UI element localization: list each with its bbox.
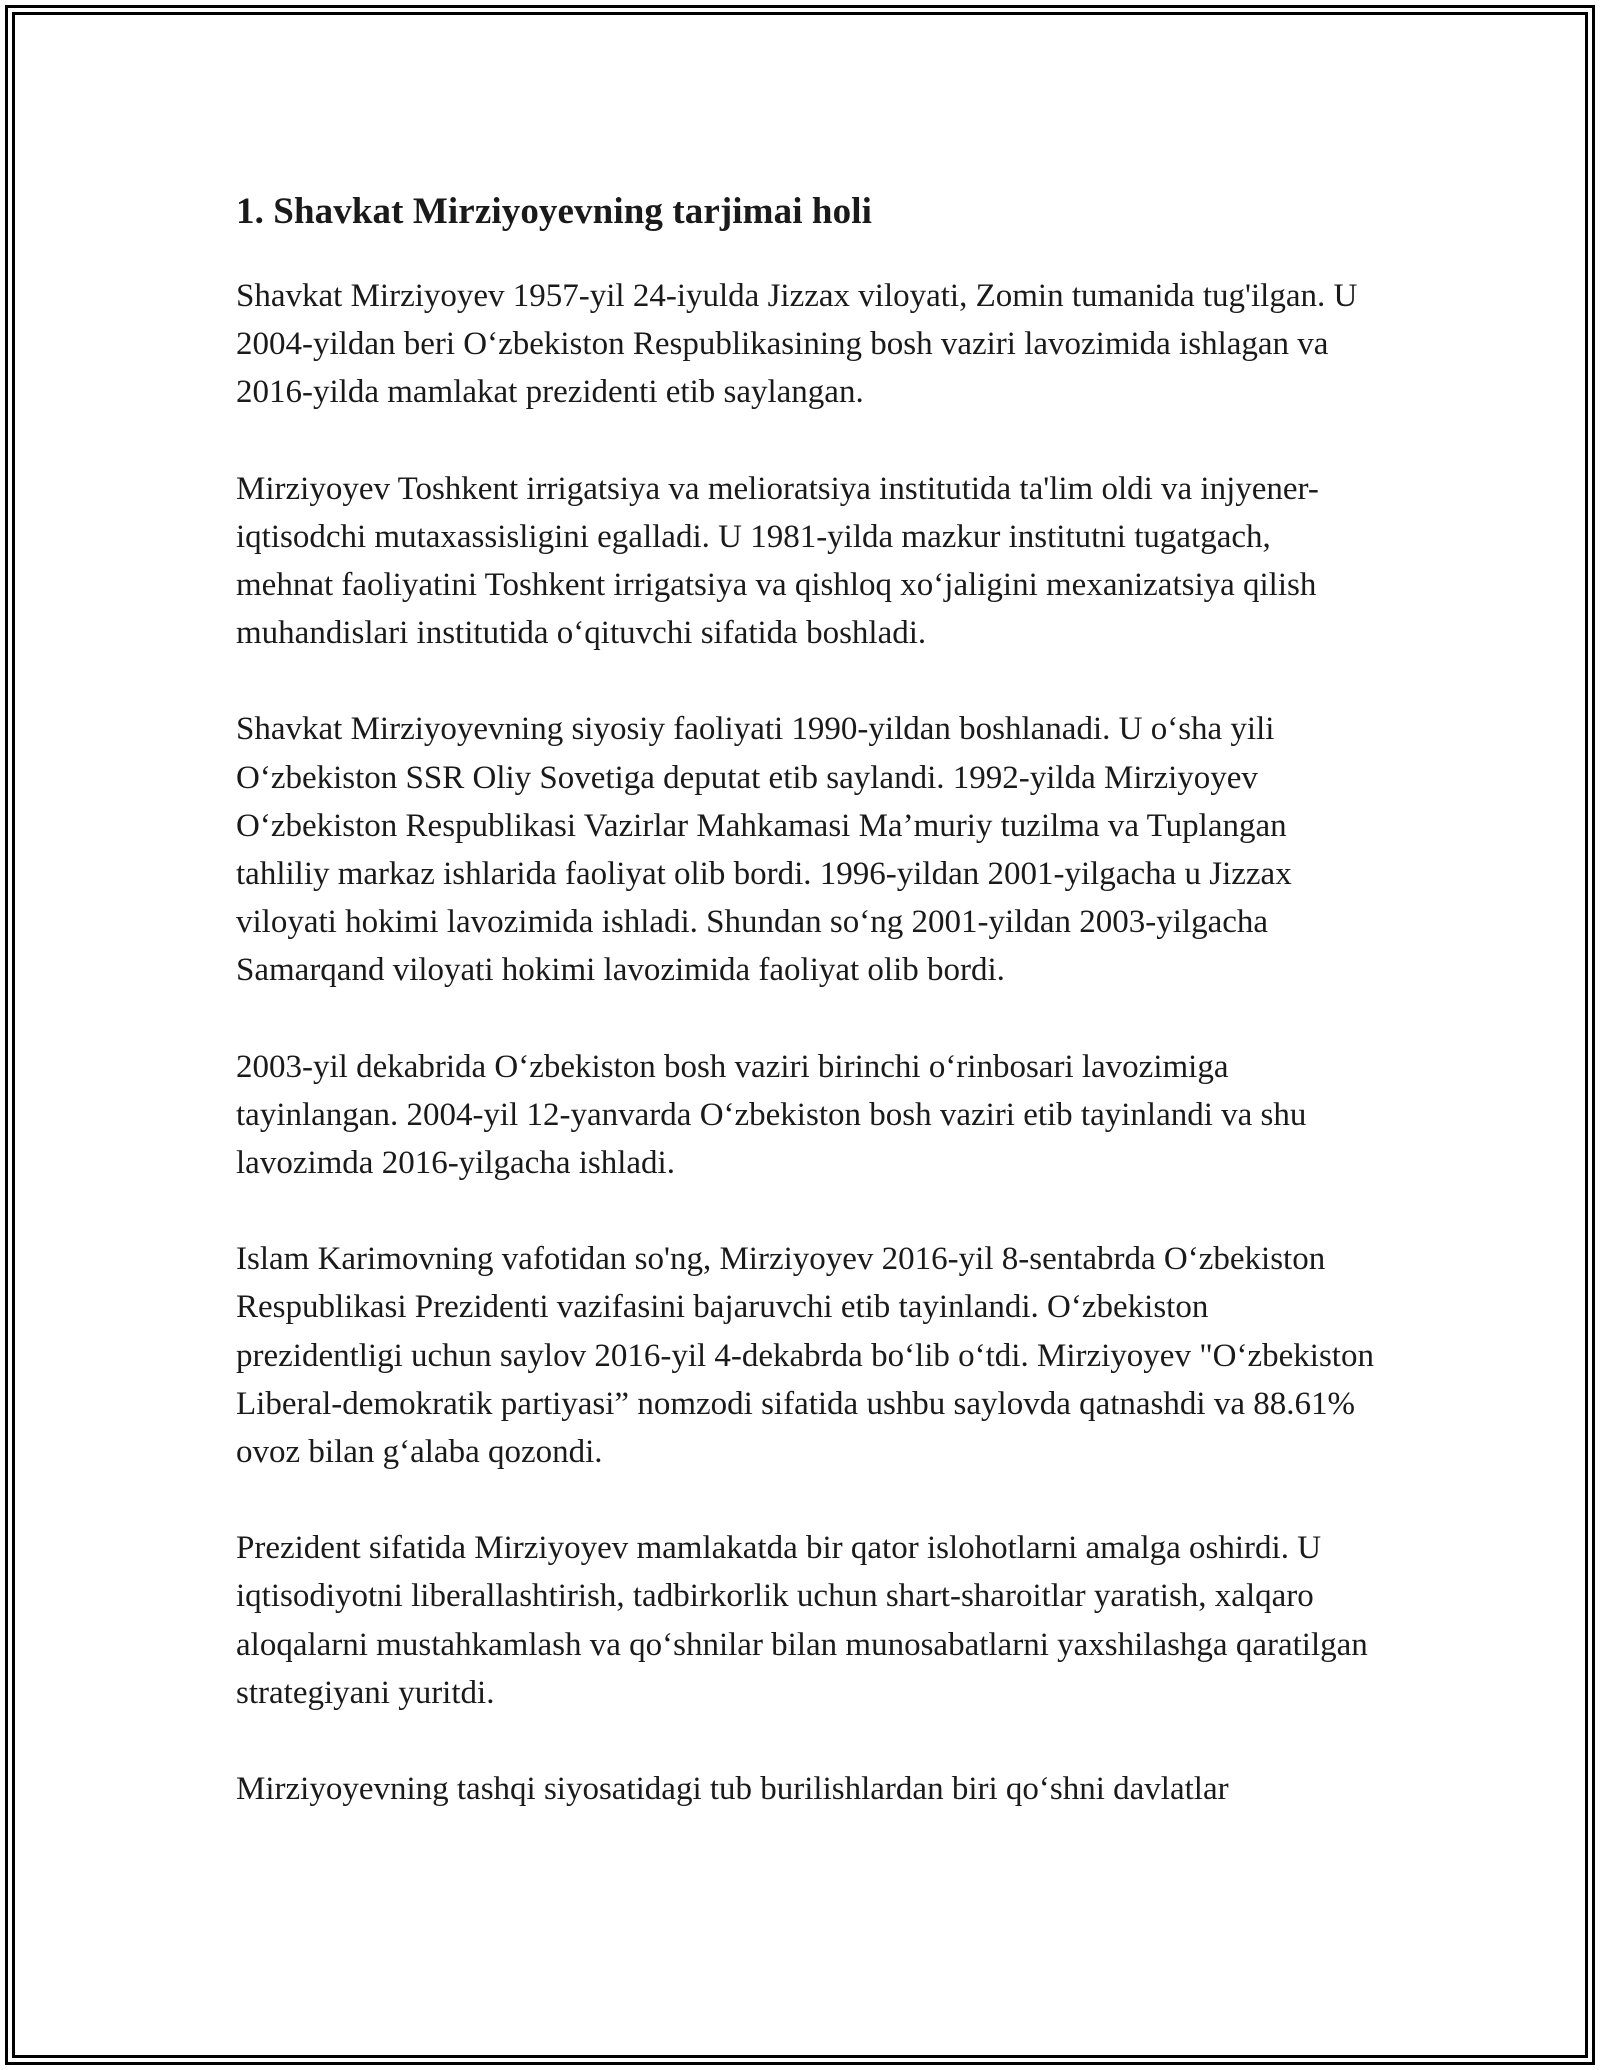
paragraph-birth: Shavkat Mirziyoyev 1957-yil 24-iyulda Jizzax viloyati, Zomin tumanida tug'ilgan. U 2004-yildan beri O‘zbekiston Respublikasining bosh vaziri lavozimida ishlagan va 2016-yilda mamlakat prezidenti etib saylangan. [236, 278, 1358, 411]
paragraph-education: Mirziyoyev Toshkent irrigatsiya va melioratsiya institutida ta'lim oldi va injyener-iqtisodchi mutaxassisligini egalladi. U 1981-yilda mazkur institutni tugatgach, mehnat faoliyatini Toshkent irrigatsiya va qishloq xo‘jaligini mexanizatsiya qilish muhandislari institutida o‘qituvchi sifatida boshladi. [236, 470, 1319, 652]
document-body [236, 188, 1376, 1861]
paragraph-prime-minister: 2003-yil dekabrida O‘zbekiston bosh vaziri birinchi o‘rinbosari lavozimiga tayinlangan. 2004-yil 12-yanvarda O‘zbekiston bosh vaziri etib tayinlandi va shu lavozimda 2016-yilgacha ishladi. [236, 1048, 1307, 1182]
paragraph-political-career: Shavkat Mirziyoyevning siyosiy faoliyati 1990-yildan boshlanadi. U o‘sha yili O‘zbekiston SSR Oliy Sovetiga deputat etib saylandi. 1992-yilda Mirziyoyev O‘zbekiston Respublikasi Vazirlar Mahkamasi Ma’muriy tuzilma va Tuplangan tahliliy markaz ishlarida faoliyat olib bordi. 1996-yildan 2001-yilgacha u Jizzax viloyati hokimi lavozimida ishladi. Shundan so‘ng 2001-yildan 2003-yilgacha Samarqand viloyati hokimi lavozimida faoliyat olib bordi. [236, 711, 1292, 989]
paragraph-foreign-policy: Mirziyoyevning tashqi siyosatidagi tub burilishlardan biri qo‘shni davlatlar [236, 1771, 1229, 1808]
paragraph-presidency-election: Islam Karimovning vafotidan so'ng, Mirziyoyev 2016-yil 8-sentabrda O‘zbekiston Respublikasi Prezidenti vazifasini bajaruvchi etib tayinlandi. O‘zbekiston prezidentligi uchun saylov 2016-yil 4-dekabrda bo‘lib o‘tdi. Mirziyoyev "O‘zbekiston Liberal-demokratik partiyasi” nomzodi sifatida ushbu saylovda qatnashdi va 88.61% ovoz bilan g‘alaba qozondi. [236, 1241, 1374, 1471]
paragraph-reforms: Prezident sifatida Mirziyoyev mamlakatda bir qator islohotlarni amalga oshirdi. U iqtisodiyotni liberallashtirish, tadbirkorlik uchun shart-sharoitlar yaratish, xalqaro aloqalarni mustahkamlash va qo‘shnilar bilan munosabatlarni yaxshilashga qaratilgan strategiyani yuritdi. [236, 1530, 1368, 1711]
section-heading: 1. Shavkat Mirziyoyevning tarjimai holi [236, 191, 872, 232]
